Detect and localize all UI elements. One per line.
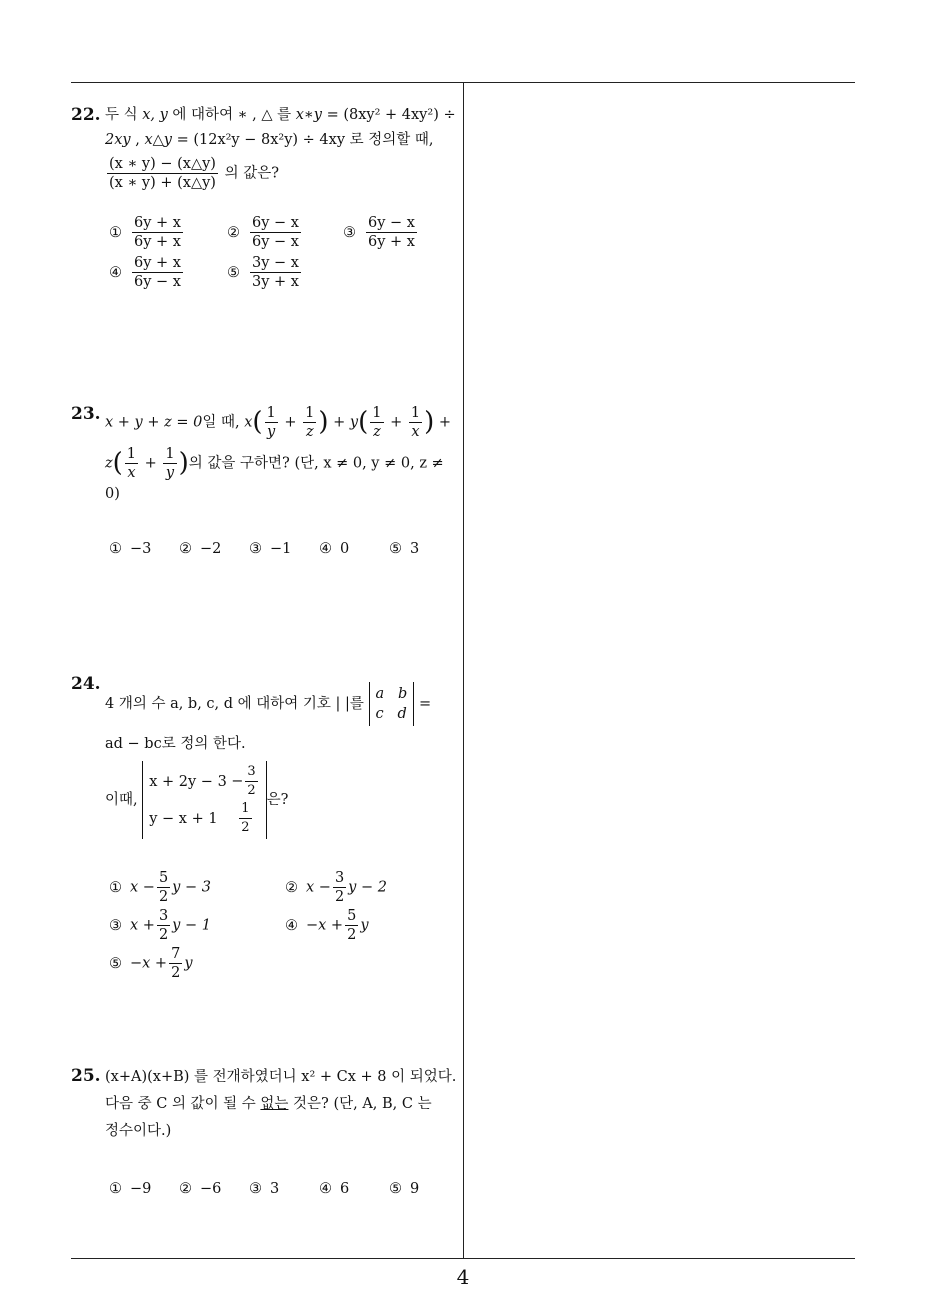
question-text: 4 개의 수 a, b, c, d 에 대하여 기호 | |를 a b c d = ad − bc로 정의 한다. 이때, x + 2y − 3 − $\frac{3}{2}$ y − x + 1 $\frac{1}{2}$ 은? [105, 672, 459, 839]
choice-1[interactable]: ① −9 [109, 1181, 152, 1197]
answer-choices [105, 869, 459, 989]
question-number: 23. [71, 404, 101, 424]
choice-3[interactable]: ③ x + $\frac{3}{2}$ y − 1 [109, 908, 211, 943]
answer-choices [105, 1177, 459, 1207]
question-number: 25. [71, 1066, 101, 1086]
choice-2[interactable]: ② $\frac{6y - x}{6y - x}$ [227, 215, 299, 250]
choice-5[interactable]: ⑤ 9 [389, 1181, 420, 1197]
choice-2[interactable]: ② −2 [179, 541, 222, 557]
underlined-word: 없는 [260, 1096, 289, 1112]
question-22 [71, 103, 459, 304]
determinant-definition: a b c d [369, 682, 415, 726]
page-number: 4 [456, 1265, 470, 1289]
question-23 [71, 402, 459, 567]
choice-2[interactable]: ② x − $\frac{3}{2}$ y − 2 [285, 870, 387, 905]
answer-choices [105, 537, 459, 567]
column-divider [463, 82, 464, 1258]
question-text: (x+A)(x+B) 를 전개하였더니 x² + Cx + 8 이 되었다. 다음 중 C 의 값이 될 수 없는 것은? (단, A, B, C 는 정수이다.) [105, 1069, 457, 1139]
choice-4[interactable]: ④ $\frac{6y + x}{6y - x}$ [109, 255, 181, 290]
answer-choices [105, 214, 459, 304]
choice-3[interactable]: ③ $\frac{6y - x}{6y + x}$ [343, 215, 415, 250]
choice-2[interactable]: ② −6 [179, 1181, 222, 1197]
choice-5[interactable]: ⑤ −x + $\frac{7}{2}$ y [109, 946, 193, 981]
question-25 [71, 1064, 459, 1207]
choice-1[interactable]: ① −3 [109, 541, 152, 557]
question-text: 두 식 x, y 에 대하여 ∗ , △ 를 x∗y = (8xy² + 4xy²) ÷ 2xy , x△y = (12x²y − 8x²y) ÷ 4xy 로 정의할 때, $\frac{(x ∗ y) - (x\triangle y)}{(x ∗ y) + (x\triangle y)}$ 의 값은? [105, 107, 456, 191]
choice-3[interactable]: ③ −1 [249, 541, 292, 557]
choice-1[interactable]: ① $\frac{6y + x}{6y + x}$ [109, 215, 181, 250]
bottom-rule [71, 1258, 855, 1259]
choice-5[interactable]: ⑤ $\frac{3y - x}{3y + x}$ [227, 255, 299, 290]
determinant-matrix: x + 2y − 3 − $\frac{3}{2}$ y − x + 1 $\frac{1}{2}$ [142, 761, 266, 839]
choice-4[interactable]: ④ −x + $\frac{5}{2}$ y [285, 908, 369, 943]
question-text: x + y + z = 0일 때, x( $\frac{1}{y}$ + $\frac{1}{z}$ ) + y( $\frac{1}{z}$ + $\frac{1}{x}$ ) + z( $\frac{1}{x}$ + $\frac{1}{y}$ )의 값을 구하면? (단, x ≠ 0, y ≠ 0, z ≠ 0) [105, 405, 452, 502]
choice-3[interactable]: ③ 3 [249, 1181, 280, 1197]
question-number: 22. [71, 105, 101, 125]
choice-1[interactable]: ① x − $\frac{5}{2}$ y − 3 [109, 870, 211, 905]
choice-4[interactable]: ④ 0 [319, 541, 350, 557]
choice-4[interactable]: ④ 6 [319, 1181, 350, 1197]
question-24 [71, 672, 459, 989]
main-fraction: $\frac{(x ∗ y) - (x\triangle y)}{(x ∗ y) + (x\triangle y)}$ [109, 156, 216, 191]
question-number: 24. [71, 674, 101, 694]
choice-5[interactable]: ⑤ 3 [389, 541, 420, 557]
